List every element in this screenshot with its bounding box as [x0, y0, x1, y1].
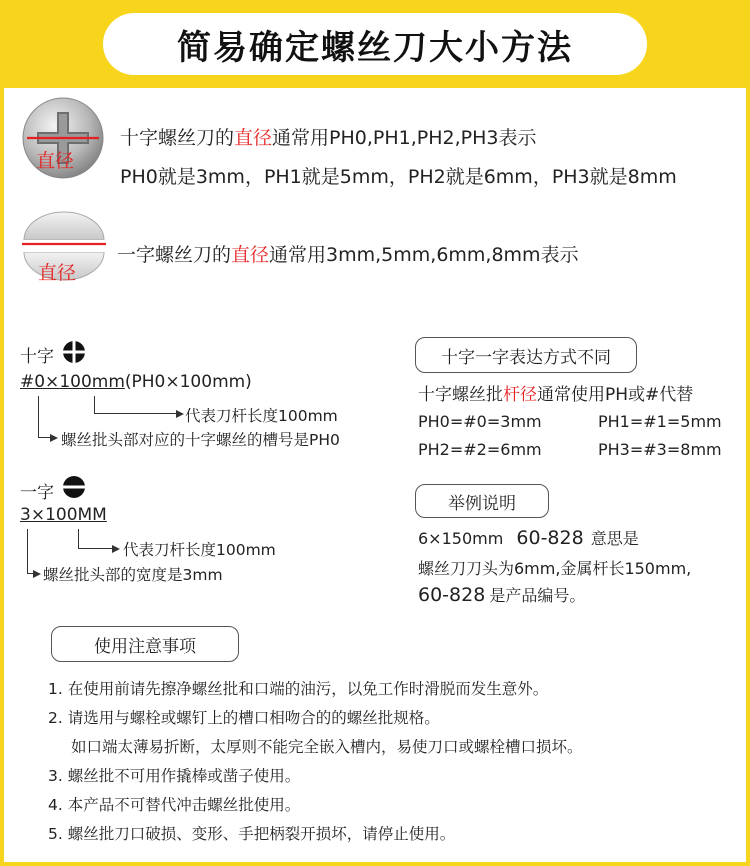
cross-example-label: 十字	[20, 347, 54, 367]
header-banner	[0, 0, 750, 88]
example-code-1: 60-828	[516, 527, 584, 549]
expression-line	[418, 380, 693, 405]
example-pill: 举例说明	[415, 484, 549, 518]
example-size: 6×150mm	[418, 529, 504, 548]
flat-width-desc: 螺丝批头部的宽度是3mm	[43, 566, 223, 584]
cross-slot-connector-v	[38, 396, 39, 438]
note-item-5: 5. 螺丝批刀口破损、变形、手把柄裂开损坏，请停止使用。	[48, 825, 456, 843]
ph0-equivalence: PH0=#0=3mm	[418, 412, 542, 431]
cross-length-desc: 代表刀杆长度100mm	[185, 407, 338, 425]
cross-screw-diameter-label: 直径	[36, 150, 75, 172]
flat-length-desc: 代表刀杆长度100mm	[123, 541, 276, 559]
example-product-no: 是产品编号。	[489, 586, 586, 605]
note-item-1: 1. 在使用前请先擦净螺丝批和口端的油污，以免工作时滑脱而发生意外。	[48, 680, 549, 698]
cross-example-code	[20, 372, 252, 392]
note-item-3: 3. 螺丝批不可用作撬棒或凿子使用。	[48, 767, 301, 785]
cross-slot-arrow	[50, 434, 58, 442]
flat-width-connector-v	[27, 529, 28, 574]
page-title: 简易确定螺丝刀大小方法	[103, 13, 647, 75]
expression-suffix: 通常使用PH或#代替	[537, 385, 694, 405]
ph2-equivalence: PH2=#2=6mm	[418, 440, 542, 459]
cross-line1-red: 直径	[234, 127, 273, 149]
expression-pill: 十字一字表达方式不同	[415, 337, 637, 373]
flat-length-connector-v	[78, 529, 79, 549]
cross-slot-desc: 螺丝批头部对应的十字螺丝的槽号是PH0	[61, 431, 340, 449]
note-item-2: 2. 请选用与螺栓或螺钉上的槽口相吻合的的螺丝批规格。	[48, 709, 440, 727]
note-item-4: 4. 本产品不可替代冲击螺丝批使用。	[48, 796, 301, 814]
flat-line-prefix: 一字螺丝刀的	[117, 244, 232, 266]
cross-line1-suffix: 通常用PH0,PH1,PH2,PH3表示	[272, 127, 537, 149]
flat-example-label: 一字	[20, 483, 54, 503]
cross-sizes-line: PH0就是3mm，PH1就是5mm，PH2就是6mm，PH3就是8mm	[120, 166, 677, 188]
notes-pill: 使用注意事项	[51, 626, 239, 662]
note-item-2-cont: 如口端太薄易折断，太厚则不能完全嵌入槽内，易使刀口或螺栓槽口损坏。	[71, 738, 583, 756]
flat-length-arrow	[112, 545, 120, 553]
example-meaning: 意思是	[590, 529, 639, 548]
cross-diameter-line	[120, 123, 536, 150]
cross-length-connector-v	[94, 396, 95, 414]
example-line3	[418, 583, 585, 606]
ph3-equivalence: PH3=#3=8mm	[598, 440, 722, 459]
cross-line1-prefix: 十字螺丝刀的	[120, 127, 235, 149]
flat-code-part-b: 100MM	[45, 505, 107, 525]
cross-code-part-c: (PH0×100mm)	[124, 372, 252, 392]
example-line1	[418, 526, 639, 549]
cross-head-icon	[62, 340, 86, 364]
cross-length-arrow	[176, 410, 184, 418]
ph1-equivalence: PH1=#1=5mm	[598, 412, 722, 431]
cross-code-part-b: 100mm	[59, 372, 125, 392]
cross-code-part-a: #0×	[20, 372, 60, 392]
example-line2: 螺丝刀刀头为6mm,金属杆长150mm,	[418, 559, 692, 578]
flat-screw-diameter-label: 直径	[38, 262, 77, 284]
example-code-2: 60-828	[418, 584, 486, 606]
cross-length-connector-h	[94, 413, 178, 414]
expression-prefix: 十字螺丝批	[418, 385, 503, 405]
flat-example-code	[20, 505, 107, 525]
flat-line-red: 直径	[231, 244, 270, 266]
expression-red: 杆径	[503, 385, 537, 405]
flat-head-icon	[62, 475, 86, 499]
flat-width-arrow	[33, 570, 41, 578]
flat-diameter-line	[117, 240, 579, 267]
flat-code-part-a: 3×	[20, 505, 46, 525]
flat-line-suffix: 通常用3mm,5mm,6mm,8mm表示	[269, 244, 579, 266]
flat-length-connector-h	[78, 548, 114, 549]
